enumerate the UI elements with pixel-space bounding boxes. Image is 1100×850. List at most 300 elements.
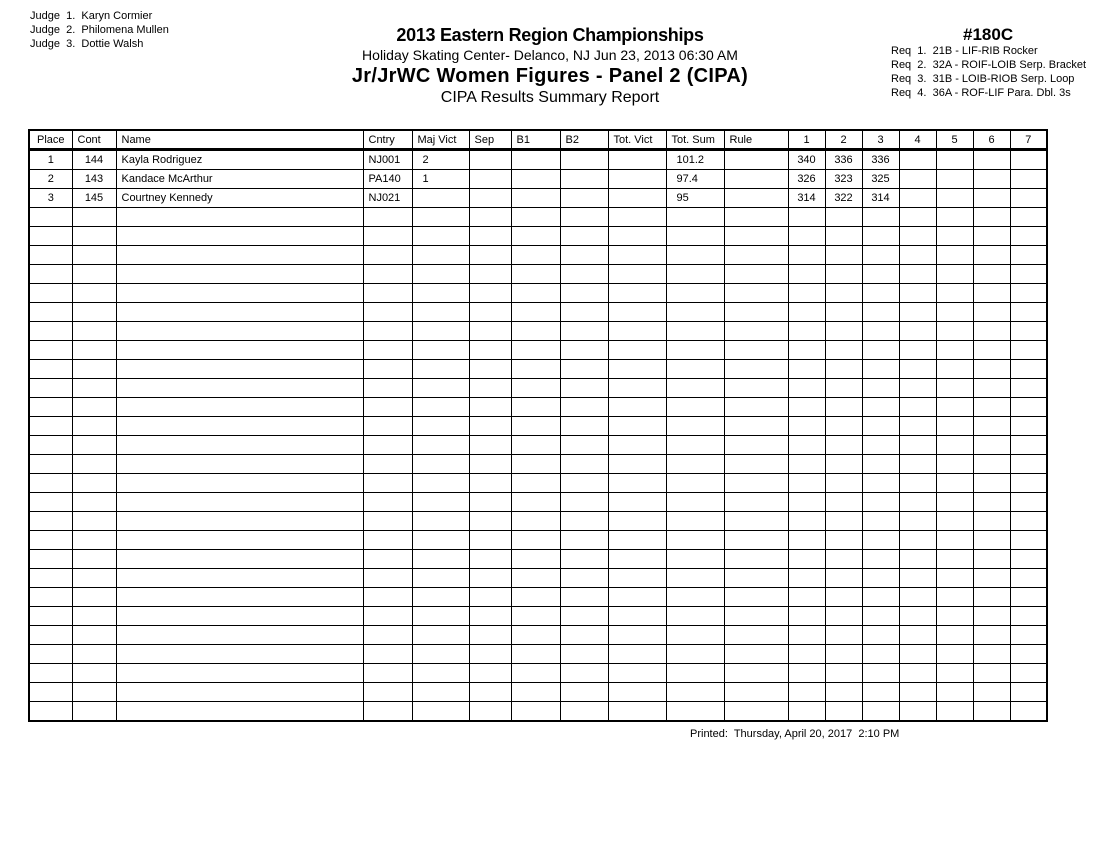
empty-cell [116, 303, 363, 322]
empty-cell [936, 512, 973, 531]
empty-cell [899, 436, 936, 455]
empty-cell [608, 455, 666, 474]
empty-cell [724, 398, 788, 417]
table-row-empty [29, 664, 1047, 683]
empty-cell [511, 303, 560, 322]
empty-cell [72, 645, 116, 664]
table-row [29, 170, 1047, 189]
empty-cell [116, 455, 363, 474]
table-row-empty [29, 398, 1047, 417]
cell-2: 322 [825, 189, 862, 208]
cell-name: Courtney Kennedy [116, 189, 363, 208]
empty-cell [936, 493, 973, 512]
empty-cell [469, 379, 511, 398]
empty-cell [412, 379, 469, 398]
empty-cell [936, 702, 973, 722]
empty-cell [825, 284, 862, 303]
cell-name: Kandace McArthur [116, 170, 363, 189]
empty-cell [511, 265, 560, 284]
empty-cell [560, 626, 608, 645]
empty-cell [511, 379, 560, 398]
column-header: Cont [72, 130, 116, 150]
cell-tot-sum: 97.4 [666, 170, 724, 189]
venue-date: Holiday Skating Center- Delanco, NJ Jun 23, 2013 06:30 AM [362, 47, 738, 63]
empty-cell [116, 512, 363, 531]
empty-cell [608, 436, 666, 455]
cell-6 [973, 150, 1010, 170]
cell-7 [1010, 150, 1047, 170]
empty-cell [560, 569, 608, 588]
empty-cell [936, 227, 973, 246]
empty-cell [29, 493, 72, 512]
empty-cell [666, 512, 724, 531]
empty-cell [29, 550, 72, 569]
requirement-3: Req 3. 31B - LOIB-RIOB Serp. Loop [891, 73, 1075, 85]
empty-cell [724, 265, 788, 284]
column-header: 3 [862, 130, 899, 150]
empty-cell [936, 246, 973, 265]
empty-cell [72, 227, 116, 246]
empty-cell [973, 664, 1010, 683]
empty-cell [511, 550, 560, 569]
cell-place: 2 [29, 170, 72, 189]
empty-cell [116, 550, 363, 569]
empty-cell [899, 588, 936, 607]
empty-cell [608, 512, 666, 531]
empty-cell [666, 322, 724, 341]
empty-cell [825, 303, 862, 322]
empty-cell [724, 208, 788, 227]
empty-cell [825, 512, 862, 531]
cell-tot-sum: 101.2 [666, 150, 724, 170]
empty-cell [936, 455, 973, 474]
empty-cell [72, 265, 116, 284]
column-header: Place [29, 130, 72, 150]
empty-cell [666, 588, 724, 607]
empty-cell [936, 588, 973, 607]
empty-cell [72, 398, 116, 417]
empty-cell [1010, 246, 1047, 265]
empty-cell [511, 417, 560, 436]
empty-cell [899, 227, 936, 246]
empty-cell [825, 531, 862, 550]
empty-cell [511, 588, 560, 607]
empty-cell [29, 588, 72, 607]
empty-cell [862, 493, 899, 512]
empty-cell [899, 208, 936, 227]
empty-cell [469, 569, 511, 588]
empty-cell [825, 588, 862, 607]
empty-cell [469, 417, 511, 436]
empty-cell [973, 379, 1010, 398]
empty-cell [973, 208, 1010, 227]
table-row-empty [29, 360, 1047, 379]
table-row-empty [29, 645, 1047, 664]
empty-cell [899, 379, 936, 398]
cell-b1 [511, 170, 560, 189]
empty-cell [511, 512, 560, 531]
empty-cell [469, 360, 511, 379]
empty-cell [116, 360, 363, 379]
requirement-1: Req 1. 21B - LIF-RIB Rocker [891, 45, 1038, 57]
empty-cell [666, 227, 724, 246]
empty-cell [72, 531, 116, 550]
table-header-row [29, 130, 1047, 150]
empty-cell [511, 436, 560, 455]
empty-cell [363, 265, 412, 284]
cell-tot-sum: 95 [666, 189, 724, 208]
empty-cell [862, 683, 899, 702]
empty-cell [363, 683, 412, 702]
event-code: #180C [963, 25, 1014, 44]
empty-cell [116, 664, 363, 683]
table-row-empty [29, 683, 1047, 702]
empty-cell [511, 683, 560, 702]
empty-cell [899, 322, 936, 341]
empty-cell [666, 455, 724, 474]
requirements-list [891, 44, 1086, 100]
empty-cell [899, 417, 936, 436]
table-row-empty [29, 341, 1047, 360]
empty-cell [666, 493, 724, 512]
empty-cell [72, 208, 116, 227]
empty-cell [412, 588, 469, 607]
empty-cell [862, 303, 899, 322]
empty-cell [72, 550, 116, 569]
empty-cell [608, 398, 666, 417]
cell-4 [899, 170, 936, 189]
empty-cell [363, 398, 412, 417]
empty-cell [788, 588, 825, 607]
empty-cell [936, 284, 973, 303]
empty-cell [862, 208, 899, 227]
empty-cell [72, 607, 116, 626]
empty-cell [608, 550, 666, 569]
empty-cell [899, 474, 936, 493]
empty-cell [363, 303, 412, 322]
empty-cell [666, 284, 724, 303]
empty-cell [511, 626, 560, 645]
empty-cell [412, 341, 469, 360]
empty-cell [825, 436, 862, 455]
empty-cell [1010, 607, 1047, 626]
empty-cell [862, 569, 899, 588]
empty-cell [469, 664, 511, 683]
empty-cell [899, 645, 936, 664]
empty-cell [936, 436, 973, 455]
empty-cell [899, 246, 936, 265]
judge-2: Judge 2. Philomena Mullen [30, 24, 169, 36]
empty-cell [936, 569, 973, 588]
empty-cell [363, 702, 412, 722]
empty-cell [973, 531, 1010, 550]
cell-maj-vict [412, 189, 469, 208]
empty-cell [412, 417, 469, 436]
table-row-empty [29, 512, 1047, 531]
empty-cell [666, 246, 724, 265]
empty-cell [788, 702, 825, 722]
empty-cell [825, 569, 862, 588]
empty-cell [862, 360, 899, 379]
empty-cell [1010, 474, 1047, 493]
empty-cell [511, 531, 560, 550]
empty-cell [72, 360, 116, 379]
empty-cell [469, 246, 511, 265]
empty-cell [666, 398, 724, 417]
empty-cell [825, 417, 862, 436]
empty-cell [469, 493, 511, 512]
column-header: Tot. Vict [608, 130, 666, 150]
cell-7 [1010, 170, 1047, 189]
empty-cell [363, 588, 412, 607]
empty-cell [1010, 398, 1047, 417]
empty-cell [72, 436, 116, 455]
empty-cell [608, 645, 666, 664]
empty-cell [469, 683, 511, 702]
empty-cell [825, 626, 862, 645]
table-row-empty [29, 607, 1047, 626]
empty-cell [72, 322, 116, 341]
empty-cell [608, 493, 666, 512]
empty-cell [936, 474, 973, 493]
empty-cell [511, 645, 560, 664]
empty-cell [116, 246, 363, 265]
empty-cell [862, 322, 899, 341]
empty-cell [973, 550, 1010, 569]
empty-cell [724, 493, 788, 512]
empty-cell [560, 455, 608, 474]
empty-cell [72, 569, 116, 588]
empty-cell [363, 493, 412, 512]
empty-cell [560, 246, 608, 265]
cell-name: Kayla Rodriguez [116, 150, 363, 170]
empty-cell [412, 246, 469, 265]
empty-cell [29, 702, 72, 722]
empty-cell [973, 284, 1010, 303]
empty-cell [973, 322, 1010, 341]
empty-cell [1010, 208, 1047, 227]
empty-cell [560, 607, 608, 626]
table-row-empty [29, 227, 1047, 246]
empty-cell [29, 379, 72, 398]
empty-cell [666, 626, 724, 645]
empty-cell [724, 341, 788, 360]
empty-cell [29, 626, 72, 645]
empty-cell [724, 702, 788, 722]
empty-cell [724, 512, 788, 531]
empty-cell [363, 246, 412, 265]
empty-cell [788, 227, 825, 246]
cell-4 [899, 150, 936, 170]
empty-cell [511, 398, 560, 417]
empty-cell [72, 512, 116, 531]
empty-cell [560, 417, 608, 436]
empty-cell [116, 645, 363, 664]
empty-cell [469, 702, 511, 722]
cell-6 [973, 189, 1010, 208]
empty-cell [666, 683, 724, 702]
empty-cell [363, 379, 412, 398]
empty-cell [608, 322, 666, 341]
empty-cell [363, 284, 412, 303]
empty-cell [29, 664, 72, 683]
empty-cell [72, 626, 116, 645]
empty-cell [511, 702, 560, 722]
empty-cell [363, 227, 412, 246]
column-header: 2 [825, 130, 862, 150]
empty-cell [469, 550, 511, 569]
empty-cell [1010, 683, 1047, 702]
cell-place: 3 [29, 189, 72, 208]
empty-cell [363, 417, 412, 436]
column-header: 4 [899, 130, 936, 150]
event-title: Jr/JrWC Women Figures - Panel 2 (CIPA) [351, 65, 749, 87]
empty-cell [788, 531, 825, 550]
empty-cell [862, 265, 899, 284]
empty-cell [72, 474, 116, 493]
table-row-empty [29, 550, 1047, 569]
empty-cell [936, 626, 973, 645]
empty-cell [511, 360, 560, 379]
column-header: 7 [1010, 130, 1047, 150]
column-header: 1 [788, 130, 825, 150]
empty-cell [412, 550, 469, 569]
empty-cell [560, 436, 608, 455]
empty-cell [116, 265, 363, 284]
cell-tot-vict [608, 170, 666, 189]
empty-cell [936, 379, 973, 398]
empty-cell [29, 645, 72, 664]
empty-cell [862, 398, 899, 417]
empty-cell [788, 626, 825, 645]
empty-cell [899, 493, 936, 512]
empty-cell [608, 569, 666, 588]
empty-cell [788, 569, 825, 588]
empty-cell [862, 664, 899, 683]
empty-cell [363, 664, 412, 683]
empty-cell [666, 607, 724, 626]
empty-cell [608, 379, 666, 398]
results-table [28, 129, 1048, 722]
empty-cell [724, 569, 788, 588]
empty-cell [363, 341, 412, 360]
empty-cell [412, 455, 469, 474]
empty-cell [936, 550, 973, 569]
empty-cell [973, 303, 1010, 322]
empty-cell [666, 550, 724, 569]
cell-5 [936, 150, 973, 170]
empty-cell [973, 588, 1010, 607]
empty-cell [1010, 436, 1047, 455]
cell-3: 336 [862, 150, 899, 170]
empty-cell [862, 588, 899, 607]
empty-cell [469, 645, 511, 664]
empty-cell [862, 607, 899, 626]
empty-cell [825, 227, 862, 246]
empty-cell [412, 702, 469, 722]
empty-cell [608, 246, 666, 265]
empty-cell [560, 588, 608, 607]
table-row [29, 150, 1047, 170]
empty-cell [116, 379, 363, 398]
empty-cell [666, 531, 724, 550]
cell-place: 1 [29, 150, 72, 170]
empty-cell [1010, 550, 1047, 569]
empty-cell [412, 645, 469, 664]
table-row-empty [29, 474, 1047, 493]
empty-cell [560, 683, 608, 702]
cell-1: 314 [788, 189, 825, 208]
empty-cell [825, 379, 862, 398]
empty-cell [511, 455, 560, 474]
cell-rule [724, 189, 788, 208]
empty-cell [363, 512, 412, 531]
empty-cell [973, 474, 1010, 493]
cell-sep [469, 170, 511, 189]
empty-cell [862, 702, 899, 722]
cell-5 [936, 189, 973, 208]
empty-cell [116, 702, 363, 722]
empty-cell [412, 284, 469, 303]
empty-cell [29, 417, 72, 436]
empty-cell [511, 208, 560, 227]
empty-cell [29, 284, 72, 303]
empty-cell [412, 569, 469, 588]
empty-cell [560, 474, 608, 493]
empty-cell [724, 607, 788, 626]
empty-cell [936, 265, 973, 284]
empty-cell [469, 265, 511, 284]
empty-cell [862, 227, 899, 246]
empty-cell [469, 341, 511, 360]
empty-cell [724, 455, 788, 474]
empty-cell [788, 208, 825, 227]
empty-cell [72, 379, 116, 398]
empty-cell [469, 626, 511, 645]
empty-cell [973, 569, 1010, 588]
empty-cell [29, 436, 72, 455]
empty-cell [469, 398, 511, 417]
empty-cell [72, 493, 116, 512]
empty-cell [1010, 531, 1047, 550]
report-header [300, 24, 800, 108]
empty-cell [116, 531, 363, 550]
empty-cell [363, 569, 412, 588]
empty-cell [363, 360, 412, 379]
empty-cell [862, 550, 899, 569]
empty-cell [608, 265, 666, 284]
empty-cell [608, 284, 666, 303]
empty-cell [29, 303, 72, 322]
empty-cell [560, 645, 608, 664]
cell-maj-vict: 2 [412, 150, 469, 170]
empty-cell [724, 664, 788, 683]
empty-cell [899, 512, 936, 531]
empty-cell [899, 683, 936, 702]
table-row-empty [29, 379, 1047, 398]
empty-cell [899, 341, 936, 360]
empty-cell [973, 417, 1010, 436]
table-row-empty [29, 284, 1047, 303]
requirement-4: Req 4. 36A - ROF-LIF Para. Dbl. 3s [891, 87, 1071, 99]
empty-cell [724, 227, 788, 246]
empty-cell [825, 398, 862, 417]
empty-cell [899, 265, 936, 284]
empty-cell [116, 227, 363, 246]
empty-cell [469, 322, 511, 341]
empty-cell [116, 626, 363, 645]
empty-cell [363, 436, 412, 455]
